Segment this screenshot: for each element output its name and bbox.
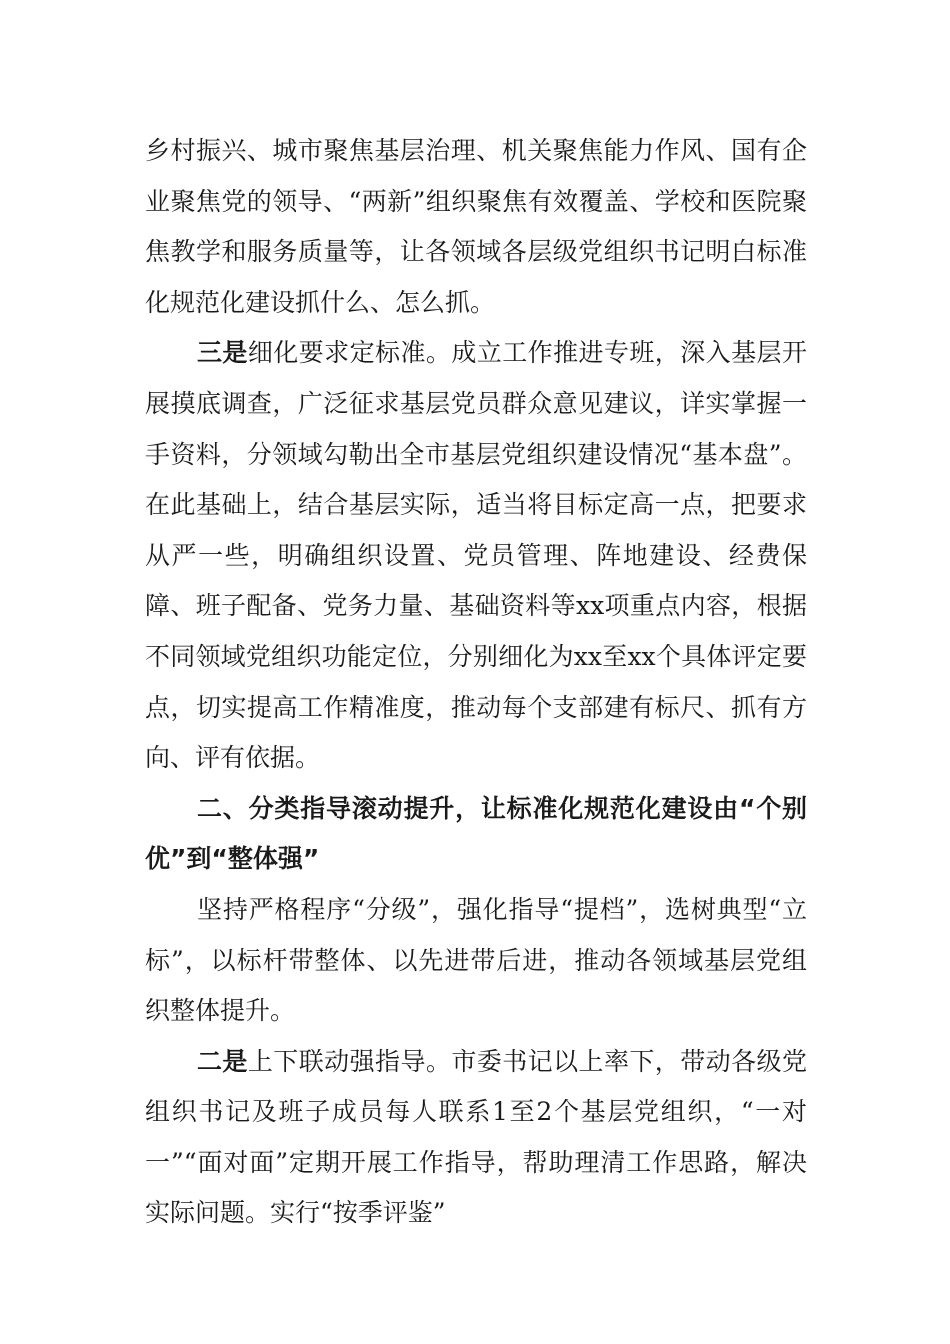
paragraph-standards [145, 328, 807, 783]
paragraph-text: 坚持严格程序“分级”，强化指导“提档”，选树典型“立标”，以标杆带整体、以先进带后进，推动各领域基层党组织整体提升。 [145, 894, 807, 1026]
paragraph-text: 上下联动强指导。市委书记以上率下，带动各级党组织书记及班子成员每人联系1至2个基层党组织，“一对一”“面对面”定期开展工作指导，帮助理清工作思路，解决实际问题。实行“按季评鉴” [145, 1046, 807, 1228]
document-body [145, 126, 807, 1239]
paragraph-text: 乡村振兴、城市聚焦基层治理、机关聚焦能力作风、国有企业聚焦党的领导、“两新”组织聚焦有效覆盖、学校和医院聚焦教学和服务质量等，让各领域各层级党组织书记明白标准化规范化建设抓什么、怎么抓。 [145, 136, 807, 317]
paragraph-lead: 三是 [197, 338, 248, 368]
paragraph-guidance [145, 1037, 807, 1239]
paragraph-continued [145, 126, 807, 328]
paragraph-lead: 二是 [197, 1046, 248, 1076]
section-heading-text: 二、分类指导滚动提升，让标准化规范化建设由“个别优”到“整体强” [145, 793, 807, 874]
paragraph-text: 细化要求定标准。成立工作推进专班，深入基层开展摸底调查，广泛征求基层党员群众意见建议，详实掌握一手资料，分领域勾勒出全市基层党组织建设情况“基本盘”。在此基础上，结合基层实际，适当将目标定高一点，把要求从严一些，明确组织设置、党员管理、阵地建设、经费保障、班子配备、党务力量、基础资料等xx项重点内容，根据不同领域党组织功能定位，分别细化为xx至xx个具体评定要点，切实提高工作精准度，推动每个支部建有标尺、抓有方向、评有依据。 [145, 338, 807, 773]
section-heading [145, 784, 807, 885]
paragraph-section-intro [145, 885, 807, 1037]
